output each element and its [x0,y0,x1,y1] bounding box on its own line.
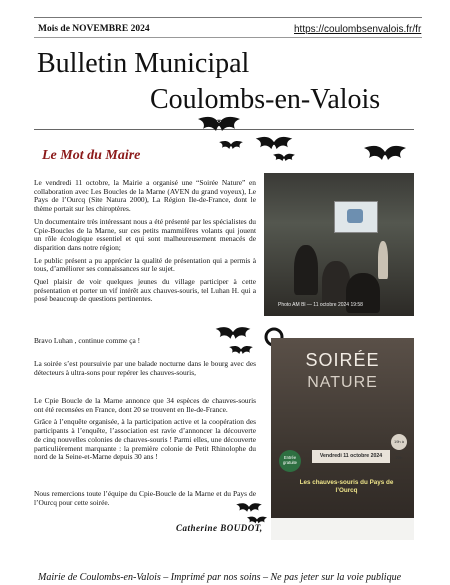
speaker [378,241,388,279]
poster-subtitle: Les chauves-souris du Pays de l’Ourcq [299,479,394,494]
header-bottom-rule [34,37,422,38]
paragraph: La soirée s’est poursuivie par une balade nocturne dans le bourg avec des détecteurs à ultra-sons pour repérer les chauves-souris, [34,359,256,377]
page-footer: Mairie de Coulombs-en-Valois – Imprimé par nos soins – Ne pas jeter sur la voie publique [38,572,402,583]
poster-hours: 19h à 22h [391,434,407,450]
article-column-bottom [34,397,256,466]
audience-member [294,245,318,295]
header-top-rule [34,17,422,18]
bulletin-month: Mois de NOVEMBRE 2024 [38,24,150,34]
thanks-paragraph: Nous remercions toute l’équipe du Cpie-Boucle de la Marne et du Pays de l’Ourcq pour cette soirée. [34,489,256,507]
website-link[interactable]: https://coulombsenvalois.fr/fr [294,24,422,35]
bat-icon [362,141,408,165]
town-name: Coulombs-en-Valois [150,84,381,115]
bat-icon [218,138,244,152]
event-poster [271,338,414,540]
paragraph: Le Cpie Boucle de la Marne annonce que 34 espèces de chauves-souris ont été recensées en France, dont 20 se trouvent en Ile-de-France. [34,396,256,414]
paragraph: Le public présent a pu apprécier la qualité de présentation qui a permis à tous, d’améliorer ses connaissances sur le sujet. [34,255,256,274]
paragraph: Quel plaisir de voir quelques jeunes du village participer à cette présentation et porter un vif intérêt aux chauves-souris, tel Luhan H. qui a posé beaucoup de questions pertinentes. [34,277,256,304]
paragraph: Le vendredi 11 octobre, la Mairie a organisé une “Soirée Nature” en collaboration avec Les Boucles de la Marne (AVEN du grand voyeux), Le Pays de l’Ourcq (Site Natura 2000), La Région Ile-de-France, dont le thème portait sur les chiroptères. [34,178,256,214]
poster-title: NATURE [307,374,378,391]
article-column-top [34,179,256,308]
bat-icon [254,133,294,153]
photo-caption: Photo AM Bl — 11 octobre 2024 19:58 [278,302,363,308]
projection-screen [334,201,378,233]
poster-partner-logos [271,518,414,540]
mayor-signature: Catherine BOUDOT, [176,523,263,533]
bat-icon [272,151,296,164]
paragraph: Un documentaire très intéressant nous a été présenté par les spécialistes du Cpie-Boucles de la Marne, sur ces petits mammifères volants qui jouent un rôle écologique essentiel et qui sont malheureusement menacés de disparition dans notre région; [34,216,256,252]
bat-icon [196,113,242,135]
event-photo [264,173,414,316]
poster-title: SOIRÉE [305,350,380,370]
poster-badge: Entrée gratuite [279,450,301,472]
paragraph: Grâce à l’enquête organisée, à la participation active et la coopération des participants à l’enquête, l’association est ravie d’annoncer la découverte de cinq nouvelles colonies de chauves-souris ! Parmi elles, une découverte particulièrement marquante : la première colonie de Petit Rhinolophe du nord de la Seine-et-Marne depuis 30 ans ! [34,417,256,462]
section-title: Le Mot du Maire [42,148,141,163]
bulletin-title: Bulletin Municipal [37,48,250,79]
bravo-line: Bravo Luhan , continue comme ça ! [34,336,141,345]
article-column-middle [34,360,256,381]
poster-date: Vendredi 11 octobre 2024 [312,450,390,463]
